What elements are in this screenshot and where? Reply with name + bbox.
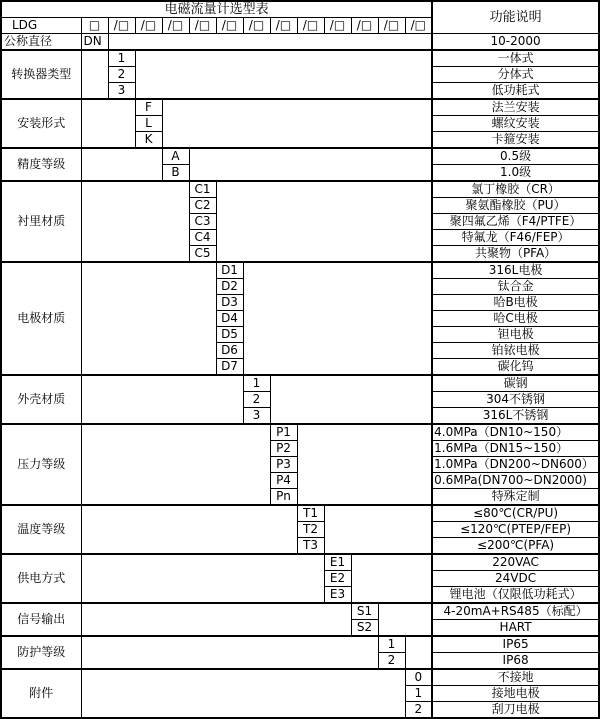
function-desc: 低功耗式 — [432, 83, 599, 100]
function-desc: 0.5级 — [432, 148, 599, 165]
function-desc: 304不锈钢 — [432, 392, 599, 408]
function-desc: 4.0MPa（DN10~150） — [432, 424, 599, 441]
filler-cell — [81, 50, 108, 99]
function-desc: 共聚物（PFA） — [432, 246, 599, 263]
code-cell: T3 — [297, 538, 324, 555]
filler-cell — [81, 148, 162, 181]
group-label: 防护等级 — [1, 636, 81, 669]
filler-cell — [243, 262, 432, 375]
table-row — [1, 262, 599, 279]
function-desc: 特氟龙（F46/FEP） — [432, 230, 599, 246]
code-cell: P2 — [270, 441, 297, 457]
filler-cell — [81, 505, 297, 554]
group-label: 附件 — [1, 669, 81, 718]
function-desc: 碳化钨 — [432, 359, 599, 376]
code-box: /□ — [297, 18, 324, 34]
table-row — [1, 34, 599, 51]
group-label: 精度等级 — [1, 148, 81, 181]
code-box: /□ — [324, 18, 351, 34]
function-desc: 法兰安装 — [432, 99, 599, 116]
function-desc: 一体式 — [432, 50, 599, 67]
code-cell: 3 — [243, 408, 270, 425]
code-cell: C4 — [189, 230, 216, 246]
code-cell: P3 — [270, 457, 297, 473]
code-cell: K — [135, 132, 162, 149]
function-desc: 220VAC — [432, 554, 599, 571]
function-desc: 刮刀电极 — [432, 702, 599, 719]
code-cell: 1 — [243, 375, 270, 392]
code-cell: 1 — [405, 686, 432, 702]
group-label: 衬里材质 — [1, 181, 81, 262]
code-cell: T2 — [297, 522, 324, 538]
group-label: 转换器类型 — [1, 50, 81, 99]
group-label: 电极材质 — [1, 262, 81, 375]
function-desc: 4-20mA+RS485（标配） — [432, 603, 599, 620]
code-cell: D7 — [216, 359, 243, 376]
function-desc: 钽电极 — [432, 327, 599, 343]
filler-cell — [189, 148, 432, 181]
table-row — [1, 148, 599, 165]
group-label: 温度等级 — [1, 505, 81, 554]
code-box: /□ — [243, 18, 270, 34]
code-cell: D3 — [216, 295, 243, 311]
function-desc: 聚四氟乙烯（F4/PTFE） — [432, 214, 599, 230]
code-box: /□ — [108, 18, 135, 34]
filler-cell — [270, 375, 432, 424]
filler-cell — [351, 554, 432, 603]
code-cell: S1 — [351, 603, 378, 620]
code-box: /□ — [189, 18, 216, 34]
code-cell: T1 — [297, 505, 324, 522]
table-row — [1, 181, 599, 198]
code-cell: P4 — [270, 473, 297, 489]
table-row — [1, 554, 599, 571]
function-desc: ≤200℃(PFA) — [432, 538, 599, 555]
table-row — [1, 636, 599, 653]
page-title: 电磁流量计选型表 — [1, 1, 432, 18]
function-desc: 铂铱电极 — [432, 343, 599, 359]
group-label: 信号输出 — [1, 603, 81, 636]
group-label: 公称直径 — [1, 34, 81, 51]
code-cell: C2 — [189, 198, 216, 214]
code-cell: 1 — [378, 636, 405, 653]
table-row — [1, 99, 599, 116]
function-desc: 卡箍安装 — [432, 132, 599, 149]
function-desc: 不接地 — [432, 669, 599, 686]
code-cell: 1 — [108, 50, 135, 67]
code-cell: E1 — [324, 554, 351, 571]
code-cell: D2 — [216, 279, 243, 295]
table-row — [1, 375, 599, 392]
code-cell: 2 — [108, 67, 135, 83]
function-desc: 锂电池（仅限低功耗式） — [432, 587, 599, 604]
table-row — [1, 669, 599, 686]
code-cell: C1 — [189, 181, 216, 198]
function-desc: IP68 — [432, 653, 599, 670]
function-desc: 316L不锈钢 — [432, 408, 599, 425]
function-desc: 哈B电极 — [432, 295, 599, 311]
filler-cell — [81, 554, 324, 603]
code-box: /□ — [378, 18, 405, 34]
function-desc: 氯丁橡胶（CR） — [432, 181, 599, 198]
code-box: /□ — [216, 18, 243, 34]
code-cell: E3 — [324, 587, 351, 604]
group-label: 外壳材质 — [1, 375, 81, 424]
filler-cell — [297, 424, 432, 505]
filler-cell — [324, 505, 432, 554]
filler-cell — [81, 99, 135, 148]
filler-cell — [378, 603, 432, 636]
filler-cell — [81, 424, 270, 505]
filler-cell — [135, 50, 432, 99]
function-desc: ≤80℃(CR/PU) — [432, 505, 599, 522]
code-cell: 2 — [405, 702, 432, 719]
group-label: 供电方式 — [1, 554, 81, 603]
code-cell: C3 — [189, 214, 216, 230]
model-prefix: LDG — [1, 18, 81, 34]
filler-cell — [108, 34, 432, 51]
code-cell: 2 — [243, 392, 270, 408]
filler-cell — [405, 636, 432, 669]
function-desc: 碳钢 — [432, 375, 599, 392]
function-desc: 24VDC — [432, 571, 599, 587]
function-desc: 聚氨酯橡胶（PU） — [432, 198, 599, 214]
filler-cell — [81, 375, 243, 424]
title-row — [1, 1, 599, 18]
function-desc: 1.0MPa（DN200~DN600） — [432, 457, 599, 473]
function-desc: 钛合金 — [432, 279, 599, 295]
code-box: /□ — [351, 18, 378, 34]
function-desc: 10-2000 — [432, 34, 599, 51]
function-desc: 特殊定制 — [432, 489, 599, 506]
code-cell: C5 — [189, 246, 216, 263]
function-desc: 哈C电极 — [432, 311, 599, 327]
function-desc: ≤120℃(PTEP/FEP) — [432, 522, 599, 538]
group-label: 压力等级 — [1, 424, 81, 505]
code-cell: D5 — [216, 327, 243, 343]
code-cell: F — [135, 99, 162, 116]
code-cell: B — [162, 165, 189, 182]
filler-cell — [81, 636, 378, 669]
code-cell: D4 — [216, 311, 243, 327]
function-desc: 1.6MPa（DN15~150） — [432, 441, 599, 457]
code-cell: D1 — [216, 262, 243, 279]
table-row — [1, 505, 599, 522]
code-cell: D6 — [216, 343, 243, 359]
code-cell: 0 — [405, 669, 432, 686]
filler-cell — [81, 603, 351, 636]
function-desc: 316L电极 — [432, 262, 599, 279]
filler-cell — [81, 669, 405, 718]
table-row — [1, 603, 599, 620]
function-desc: 分体式 — [432, 67, 599, 83]
function-desc: 接地电极 — [432, 686, 599, 702]
function-desc: 1.0级 — [432, 165, 599, 182]
function-desc: HART — [432, 620, 599, 637]
table-row — [1, 50, 599, 67]
function-desc: IP65 — [432, 636, 599, 653]
code-cell: 2 — [378, 653, 405, 670]
code-cell: 3 — [108, 83, 135, 100]
group-label: 安装形式 — [1, 99, 81, 148]
code-cell: P1 — [270, 424, 297, 441]
code-cell: A — [162, 148, 189, 165]
code-cell: L — [135, 116, 162, 132]
table-row — [1, 424, 599, 441]
function-desc: 0.6MPa(DN700~DN2000) — [432, 473, 599, 489]
function-column-header: 功能说明 — [432, 1, 599, 34]
code-cell: E2 — [324, 571, 351, 587]
function-desc: 螺纹安装 — [432, 116, 599, 132]
filler-cell — [81, 181, 189, 262]
code-box: /□ — [162, 18, 189, 34]
code-cell: S2 — [351, 620, 378, 637]
code-box: □ — [81, 18, 108, 34]
filler-cell — [216, 181, 432, 262]
code-box: /□ — [135, 18, 162, 34]
filler-cell — [162, 99, 432, 148]
code-box: /□ — [270, 18, 297, 34]
code-box: /□ — [405, 18, 432, 34]
code-cell: Pn — [270, 489, 297, 506]
filler-cell — [81, 262, 216, 375]
code-cell: DN — [81, 34, 108, 51]
